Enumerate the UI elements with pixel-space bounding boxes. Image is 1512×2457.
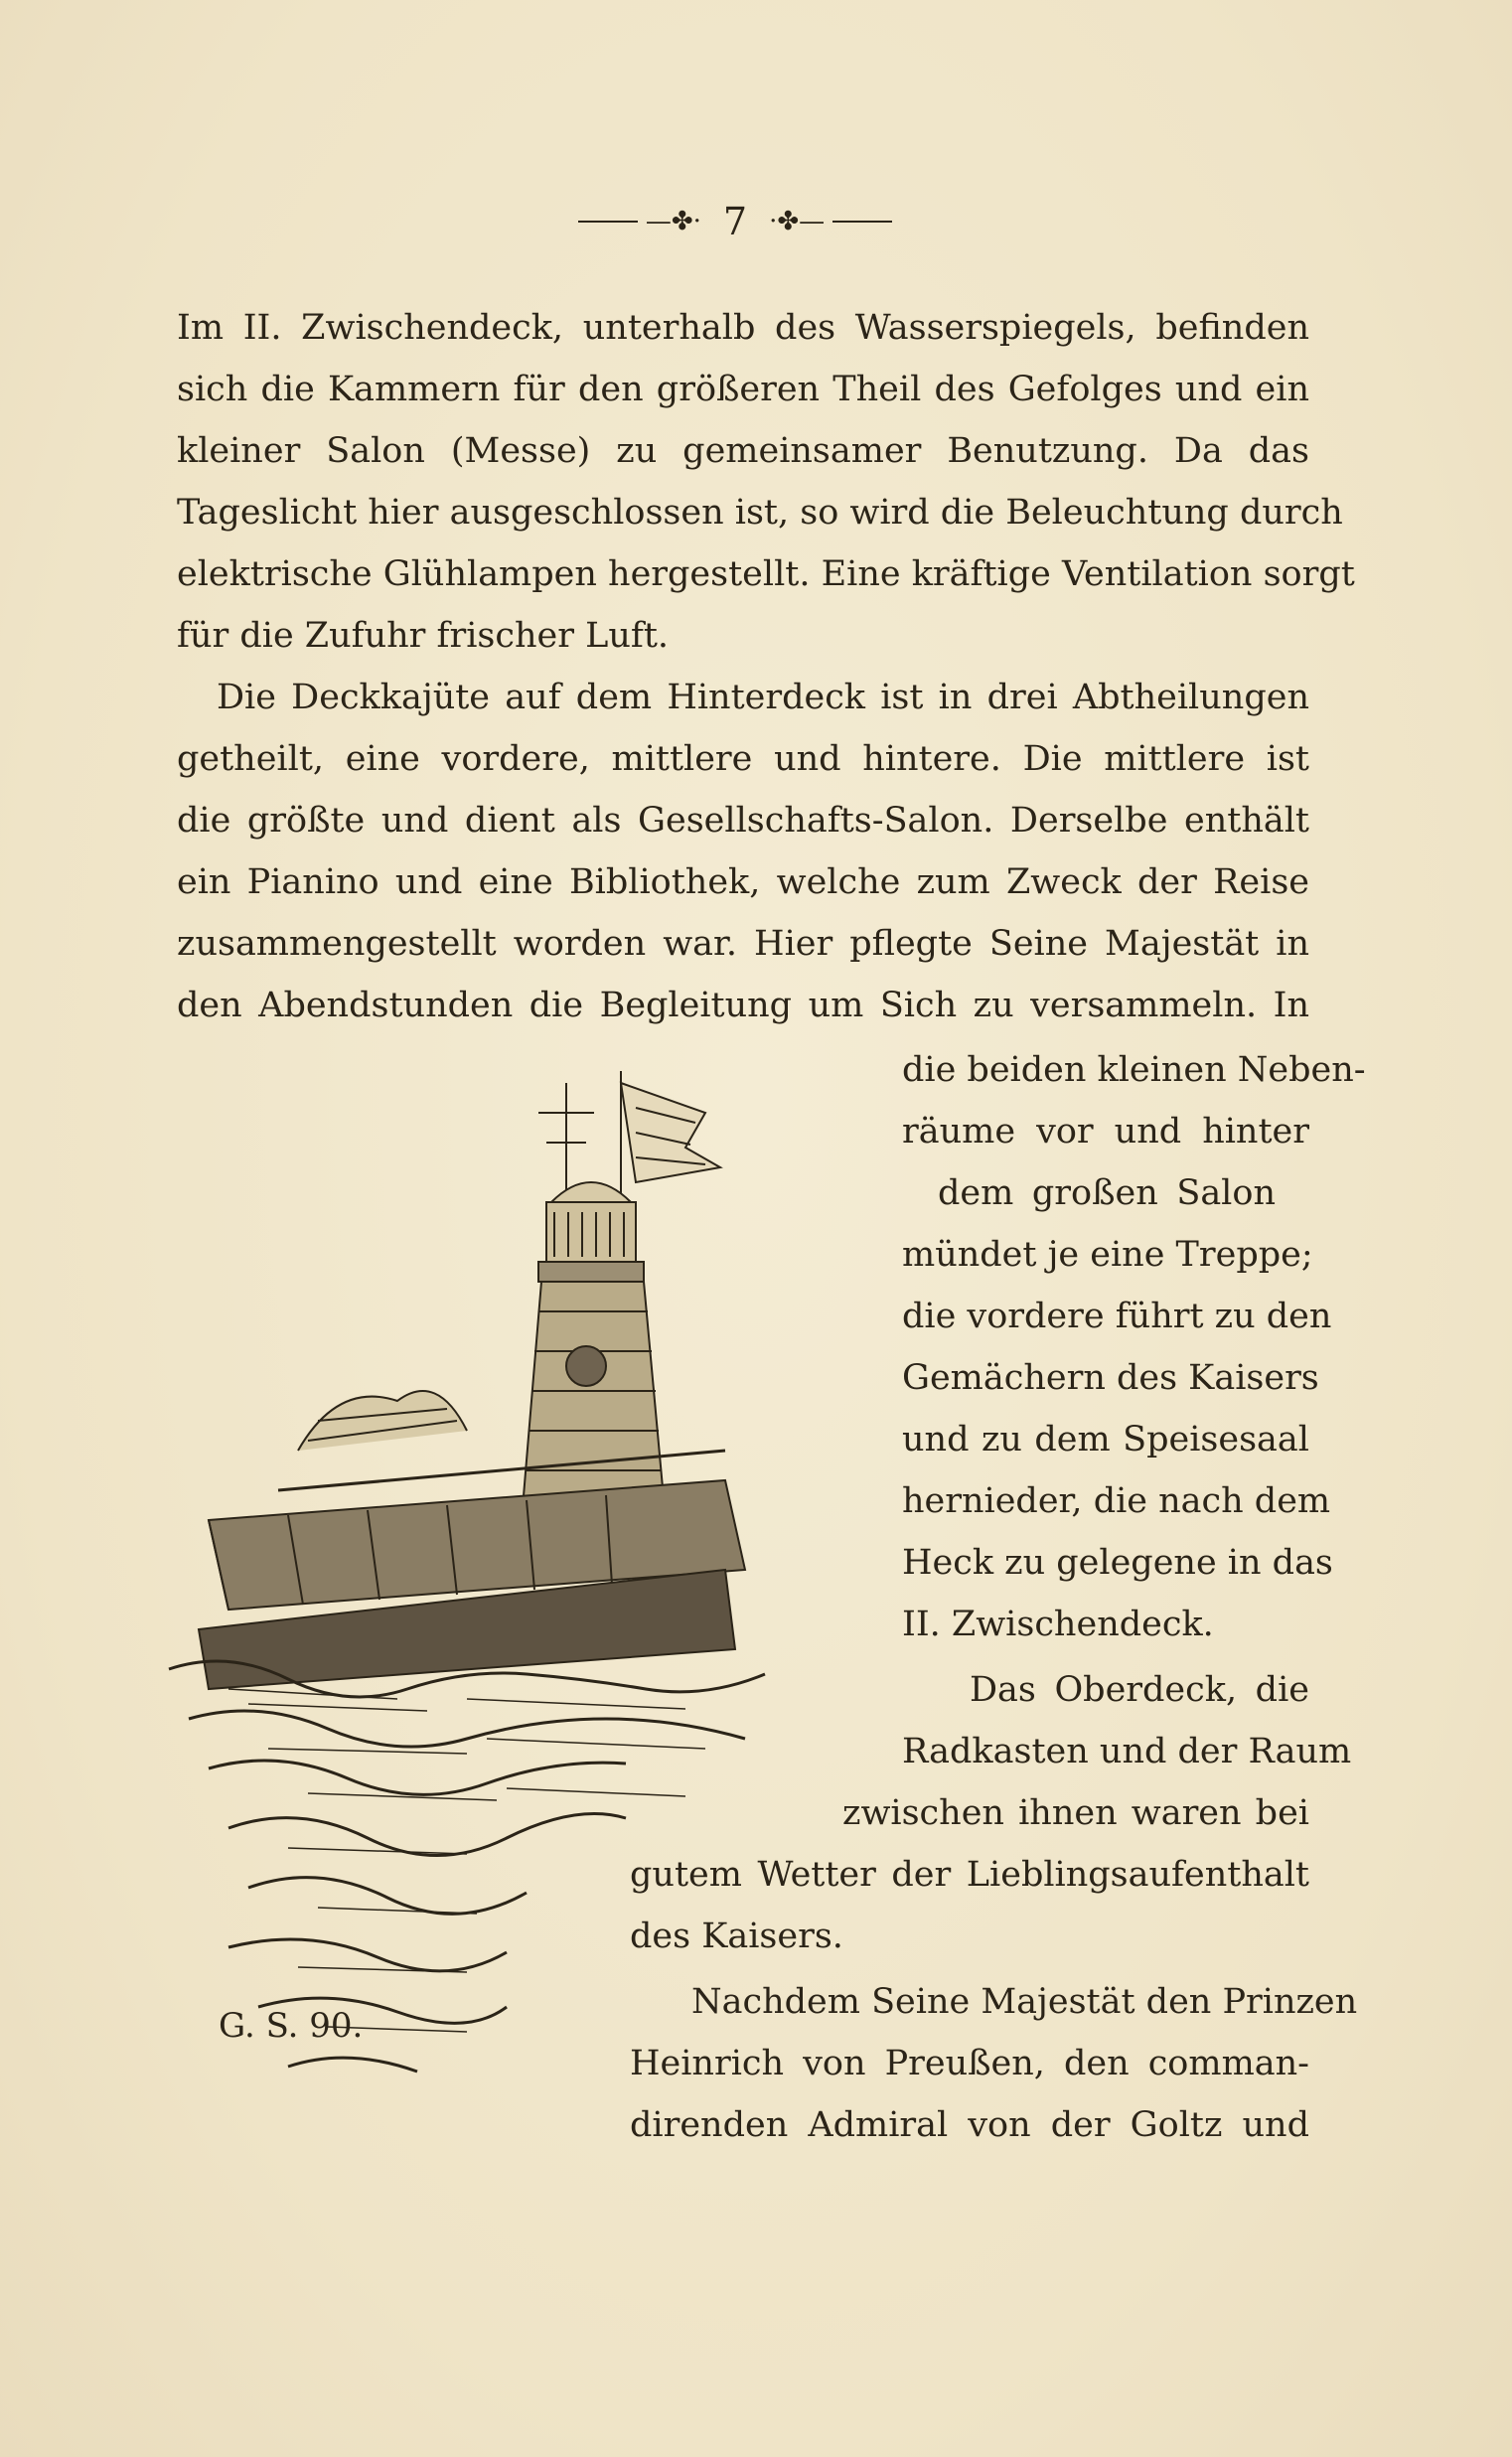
text-line: direnden Admiral von der Goltz und: [630, 2105, 1309, 2145]
text-line: Gemächern des Kaisers: [902, 1358, 1319, 1398]
text-line: die vordere führt zu den: [902, 1297, 1332, 1336]
text-line: Im II. Zwischendeck, unterhalb des Wasserspiegels, befinden: [177, 308, 1309, 348]
text-line: II. Zwischendeck.: [902, 1605, 1214, 1644]
text-line: Nachdem Seine Majestät den Prinzen: [691, 1982, 1358, 2022]
text-line: des Kaisers.: [630, 1917, 843, 1956]
text-line: zusammengestellt worden war. Hier pflegte Seine Majestät in: [177, 924, 1309, 964]
illustrator-signature: G. S. 90.: [219, 2006, 364, 2046]
text-line: gutem Wetter der Lieblingsaufenthalt: [630, 1855, 1309, 1895]
header-rule-left: [578, 221, 638, 223]
text-line: Radkasten und der Raum: [902, 1732, 1352, 1771]
text-line: ein Pianino und eine Bibliothek, welche zum Zweck der Reise: [177, 862, 1309, 902]
text-line: hernieder, die nach dem: [902, 1481, 1331, 1521]
text-line: Heinrich von Preußen, den comman-: [630, 2044, 1309, 2083]
text-line: den Abendstunden die Begleitung um Sich zu versammeln. In: [177, 986, 1309, 1025]
text-line: die beiden kleinen Neben-: [902, 1050, 1366, 1090]
text-line: mündet je eine Treppe;: [902, 1235, 1313, 1275]
text-line: kleiner Salon (Messe) zu gemeinsamer Benutzung. Da das: [177, 431, 1309, 471]
header-ornament-left-icon: —✤·: [645, 207, 701, 236]
page-number: 7: [722, 200, 748, 243]
text-line: und zu dem Speisesaal: [902, 1420, 1309, 1459]
header-rule-right: [832, 221, 892, 223]
text-line: elektrische Glühlampen hergestellt. Eine kräftige Ventilation sorgt: [177, 554, 1355, 594]
text-line: Die Deckkajüte auf dem Hinterdeck ist in drei Abtheilungen: [217, 678, 1309, 717]
text-line: sich die Kammern für den größeren Theil des Gefolges und ein: [177, 370, 1309, 409]
text-line: für die Zufuhr frischer Luft.: [177, 616, 670, 656]
text-line: Tageslicht hier ausgeschlossen ist, so wird die Beleuchtung durch: [177, 493, 1343, 533]
text-line: Heck zu gelegene in das: [902, 1543, 1333, 1583]
text-line: getheilt, eine vordere, mittlere und hintere. Die mittlere ist: [177, 739, 1309, 779]
text-line: zwischen ihnen waren bei: [842, 1793, 1309, 1833]
lighthouse-ship-engraving-icon: [169, 1053, 904, 2166]
text-line: Das Oberdeck, die: [970, 1670, 1309, 1710]
header-ornament-right-icon: ·✤—: [769, 207, 826, 236]
text-line: räume vor und hinter: [902, 1112, 1309, 1152]
text-line: dem großen Salon: [938, 1173, 1276, 1213]
page-header: [556, 197, 914, 246]
text-line: die größte und dient als Gesellschafts-Salon. Derselbe enthält: [177, 801, 1309, 841]
